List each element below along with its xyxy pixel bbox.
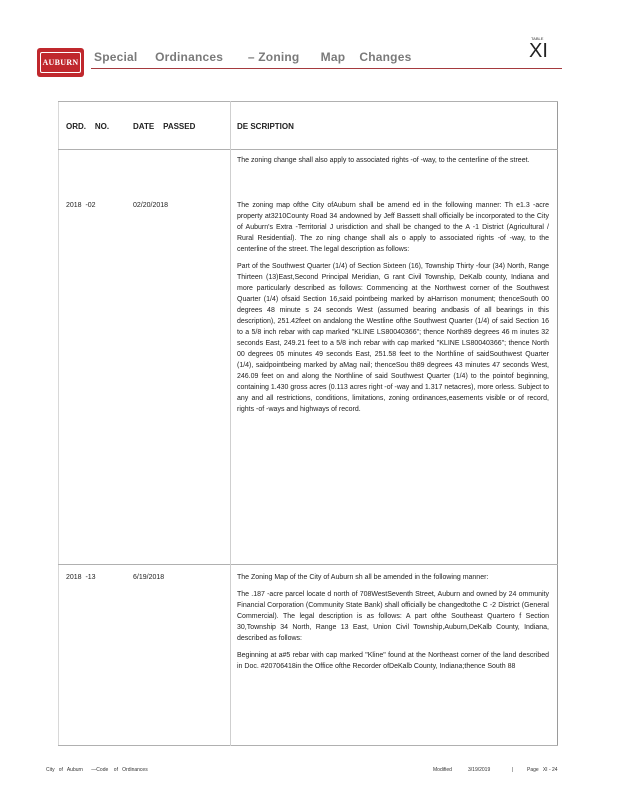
table-number: XI [529, 40, 548, 62]
description-paragraph: The zoning map ofthe City ofAuburn shall be amend ed in the following manner: Th e1.3 -acre property at3210County Road 34 andowned by Jeff Bassett shall officially be incorporated to the City of Auburn's Extra -Territorial J urisdiction and shall be changed to the A -1 District (Agricultural / Rural Residential). The zo ning change shall als o apply to associated rights -of -way, to the centerline of the street. The legal description as follows: [237, 202, 549, 253]
auburn-logo [37, 48, 84, 77]
description-paragraph: Beginning at a#5 rebar with cap marked "Kline" found at the Northeast corner of the land described in Doc. #20706418in the Office ofthe Recorder ofDeKalb County, Indiana;thence South 88 [237, 652, 549, 670]
date-passed: 02/20/2018 [133, 202, 169, 209]
description-paragraph: The zoning change shall also apply to associated rights -of -way, to the centerline of the street. [237, 157, 530, 164]
ord-number: 2018 -02 [66, 202, 96, 209]
description-paragraph: The .187 -acre parcel locate d north of 708WestSeventh Street, Auburn and owned by 24 ommunity Financial Corporation (Community State Bank) shall officially be changedtothe C -2 District (General Commercial). The legal description is as follows: A part ofthe Southeast Quartero f Section 30,Township 34 North, Range 13 East, Union Civil Township,Auburn,DeKalb County, Indiana, described as follows: [237, 591, 549, 642]
footer-separator: | [512, 767, 514, 773]
table-row [237, 572, 549, 672]
table-bottom-rule [58, 745, 558, 746]
table-row [237, 155, 549, 166]
logo-text: AUBURN [40, 52, 81, 73]
table-top-rule [58, 101, 558, 102]
description-paragraph: Part of the Southwest Quarter (1/4) of Section Sixteen (16), Township Thirty -four (34) North, Range Thirteen (13)East,Second Principal Meridian, G rant Civil Township, DeKalb county, Indiana and more particularly described as follows: Commencing at the Northwest corner of the Southwest Quarter (1/4) ofsaid Section 16,said pointbeing marked by aHarrison monument; thenceSouth 00 degrees 48 minute s 24 seconds West (assumed bearing andbasis of all bearings in this description), 251.42feet on andalong the Westline ofthe Southwest Quarter (1/4) of said Section 16 to a 5/8 inch rebar with cap marked "KLINE LS80040366"; thence North89 degrees 46 m inutes 32 seconds East, 249.21 feet to a 5/8 inch rebar with cap marked "KLINE LS80040366"; thence North 00 degrees 05 minutes 49 seconds East, 251.58 feet to the Northline of saidSouthwest Quarter (1/4), saidpointbeing marked by aMag nail; thenceSou th89 degrees 43 minutes 47 seconds West, 246.09 feet on and along the Northline of said Southwest Quarter (1/4) to the pointof beginning, containing 1.430 gross acres (0.113 acres right -of -way and 1.317 netacres), more orless. Subject to any and all restrictions, conditions, limitations, zoning ordinances,easements visible or of record, rights -of -ways and highways of record. [237, 263, 549, 413]
header-divider [91, 68, 562, 69]
footer-modified-label: Modified [433, 767, 452, 773]
page-number: Page XI - 24 [527, 767, 558, 773]
column-header-description: DE SCRIPTION [237, 122, 294, 131]
column-header-ord: ORD. NO. [66, 122, 110, 131]
ord-number: 2018 -13 [66, 574, 96, 581]
description-paragraph: The Zoning Map of the City of Auburn sh all be amended in the following manner: [237, 574, 489, 581]
header-bottom-rule [58, 149, 558, 150]
page-title: Special Ordinances – Zoning Map Changes [94, 50, 412, 64]
column-header-date: DATE PASSED [133, 122, 196, 131]
table-label: TABLE [531, 36, 544, 41]
table-row [237, 200, 549, 415]
date-passed: 6/19/2018 [133, 574, 165, 581]
column-divider [230, 101, 231, 746]
footer-source: City of Auburn —Code of Ordinances [46, 767, 148, 773]
row-divider [58, 564, 558, 565]
footer-modified-date: 3/19/2019 [468, 767, 491, 773]
